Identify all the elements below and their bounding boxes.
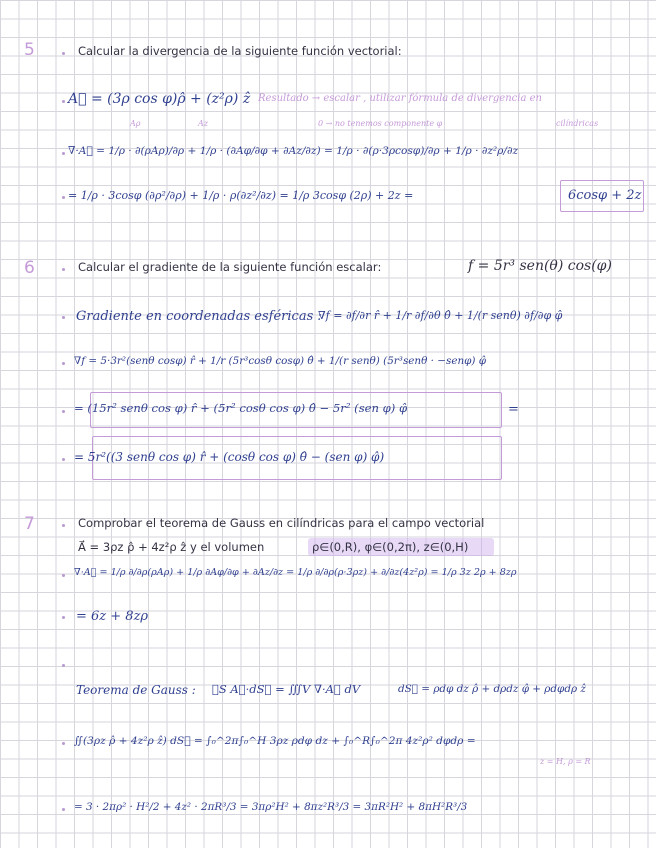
bullet-dot — [62, 196, 65, 199]
bullet-dot — [62, 410, 65, 413]
component-label: Aρ — [130, 119, 141, 128]
equals-sign: = — [508, 402, 519, 417]
divergence-line: ∇·A⃗ = 1/ρ · ∂(ρAρ)/∂ρ + 1/ρ · (∂Aφ/∂φ + ∂Az/∂z) = 1/ρ · ∂(ρ·3ρcosφ)/∂ρ + 1/ρ · ∂z²ρ/∂z — [68, 145, 519, 157]
vector-field: A⃗ = (3ρ cos φ)ρ̂ + (z²ρ) ẑ — [68, 91, 251, 107]
problem-number: 5 — [24, 40, 35, 60]
bullet-dot — [62, 458, 65, 461]
divergence-line: = 1/ρ · 3cosφ (∂ρ²/∂ρ) + 1/ρ · ρ(∂z²/∂z) = 1/ρ 3cosφ (2ρ) + 2z = — [68, 189, 414, 202]
bullet-dot — [62, 152, 65, 155]
bullet-dot — [62, 362, 65, 365]
annotation-note: cilíndricas — [556, 119, 599, 128]
boxed-answer: 6cosφ + 2z — [568, 188, 642, 203]
volume-domain: ρ∈(0,R), φ∈(0,2π), z∈(0,H) — [312, 540, 469, 554]
scalar-function: f = 5r³ sen(θ) cos(φ) — [468, 258, 612, 274]
component-label: Az — [198, 119, 208, 128]
gradient-formula: ∇f = ∂f/∂r r̂ + 1/r ∂f/∂θ θ̂ + 1/(r senθ) ∂f/∂φ φ̂ — [318, 309, 563, 322]
boxed-answer: = (15r² senθ cos φ) r̂ + (5r² cosθ cos φ) θ̂ − 5r² (sen φ) φ̂ — [74, 401, 408, 415]
problem-number: 6 — [24, 258, 35, 278]
bullet-dot — [62, 664, 65, 667]
divergence-result: = 6z + 8zρ — [76, 609, 149, 624]
bullet-dot — [62, 316, 65, 319]
gradient-line: ∇f = 5·3r²(senθ cosφ) r̂ + 1/r (5r³cosθ cosφ) θ̂ + 1/(r senθ) (5r³senθ · −senφ) φ̂ — [74, 355, 487, 367]
bullet-dot — [62, 524, 65, 527]
bullet-dot — [62, 52, 65, 55]
divergence-line: ∇·A⃗ = 1/ρ ∂/∂ρ(ρAρ) + 1/ρ ∂Aφ/∂φ + ∂Az/∂z = 1/ρ ∂/∂ρ(ρ·3ρz) + ∂/∂z(4z²ρ) = 1/ρ 3z 2ρ + 8zρ — [74, 567, 517, 578]
bullet-dot — [62, 100, 65, 103]
problem-prompt: Calcular la divergencia de la siguiente función vectorial: — [78, 44, 402, 58]
problem-prompt: Comprobar el teorema de Gauss en cilíndricas para el campo vectorial — [78, 516, 485, 530]
boxed-answer: = 5r²((3 senθ cos φ) r̂ + (cosθ cos φ) θ̂ − (sen φ) φ̂) — [74, 450, 385, 464]
flux-integral: ∬(3ρz ρ̂ + 4z²ρ ẑ) dS⃗ = ∫₀^2π∫₀^H 3ρz ρdφ dz + ∫₀^R∫₀^2π 4z²ρ² dφdρ = — [74, 735, 476, 747]
gauss-equation: ∯S A⃗·dS⃗ = ∭V ∇·A⃗ dV — [212, 682, 361, 696]
bullet-dot — [62, 268, 65, 271]
annotation-note: 0 → no tenemos componente φ — [318, 119, 443, 128]
bullet-dot — [62, 742, 65, 745]
bullet-dot — [62, 574, 65, 577]
annotation-note: Resultado → escalar , utilizar fórmula de divergencia en — [258, 93, 542, 104]
bullet-dot — [62, 808, 65, 811]
problem-number: 7 — [24, 514, 35, 534]
surface-element: dS⃗ = ρdφ dz ρ̂ + dρdz φ̂ + ρdφdρ ẑ — [398, 683, 586, 695]
problem-prompt: A⃗ = 3ρz ρ̂ + 4z²ρ ẑ y el volumen — [78, 540, 265, 554]
bullet-dot — [62, 616, 65, 619]
section-label: Gradiente en coordenadas esféricas : — [76, 309, 322, 324]
section-label: Teorema de Gauss : — [76, 683, 196, 697]
gauss-result: = 3 · 2πρ² · H²/2 + 4z² · 2πR³/3 = 3πρ²H² + 8πz²R³/3 = 3πR²H² + 8πH²R³/3 — [74, 801, 468, 813]
bounds-note: z = H, ρ = R — [540, 757, 591, 766]
problem-prompt: Calcular el gradiente de la siguiente función escalar: — [78, 260, 382, 274]
